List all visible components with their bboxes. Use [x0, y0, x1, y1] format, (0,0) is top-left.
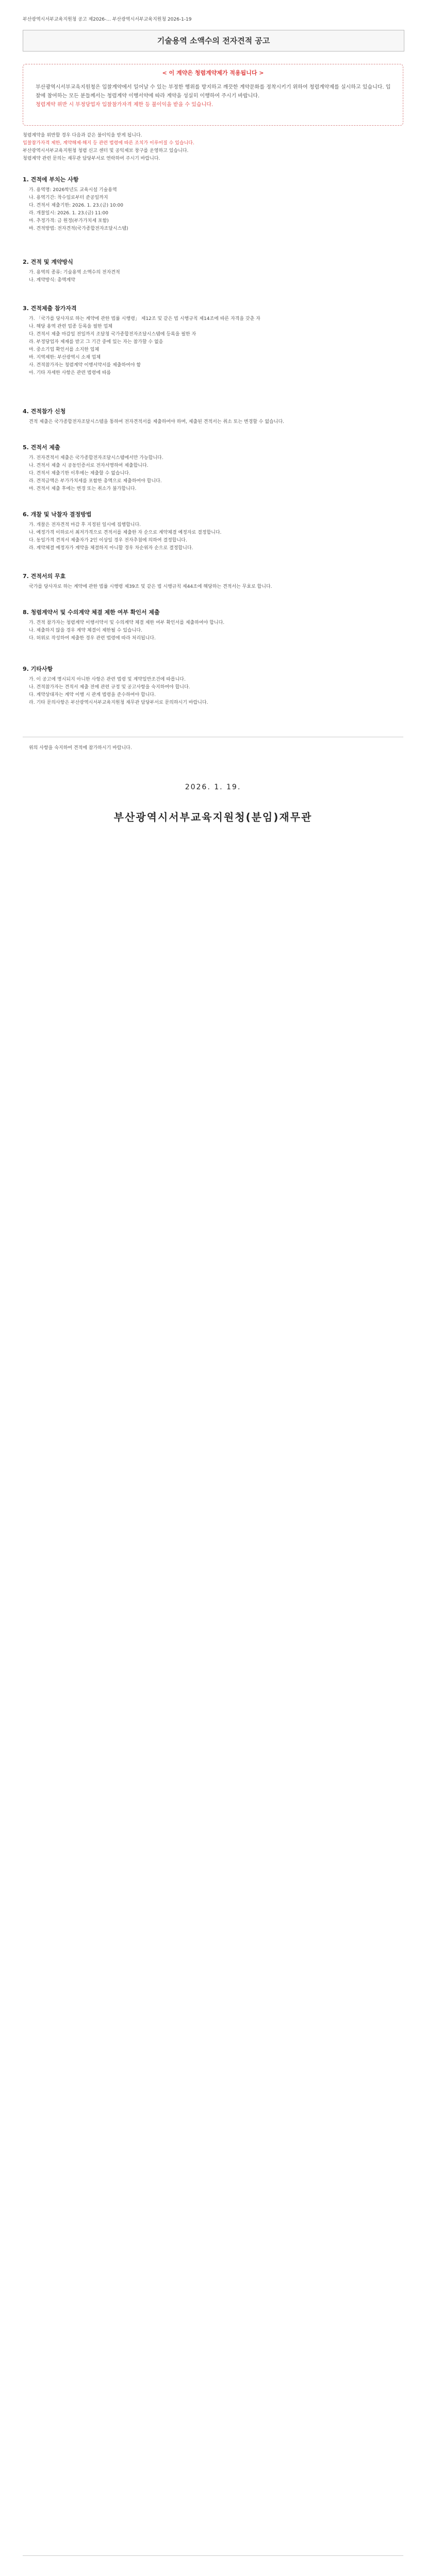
section-line: 라. 계약체결 예정자가 계약을 체결하지 아니할 경우 차순위자 순으로 결정합니다. — [29, 546, 193, 551]
section-line: 나. 용역기간: 착수일로부터 준공일까지 — [29, 195, 108, 200]
section-line: 다. 견적서 제출기한 이후에는 제출할 수 없습니다. — [29, 471, 130, 476]
section-title: 3. 견적제출 참가자격 — [23, 305, 77, 312]
section-3 — [23, 304, 403, 377]
section-title: 2. 견적 및 계약방식 — [23, 259, 73, 265]
bullet-item: 부산광역시서부교육지원청 청렴 신고 센터 및 공익제보 창구를 운영하고 있습니다. — [23, 148, 189, 154]
section-line: 가. 용역명: 2026학년도 교육시설 기술용역 — [29, 188, 117, 193]
document-title: 기술용역 소액수의 전자견적 공고 — [23, 30, 404, 52]
section-line: 나. 해당 용역 관련 업종 등록을 필한 업체 — [29, 324, 112, 329]
section-line: 다. 동일가격 견적서 제출자가 2인 이상일 경우 전자추첨에 의하여 결정합니다. — [29, 538, 187, 543]
section-line: 나. 제출하지 않을 경우 계약 체결이 제한될 수 있습니다. — [29, 628, 142, 633]
notice-bullets — [23, 132, 403, 163]
section-line: 국가를 당사자로 하는 계약에 관한 법률 시행령 제39조 및 같은 법 시행규칙 제44조에 해당하는 견적서는 무효로 합니다. — [29, 584, 272, 589]
section-title: 5. 견적서 제출 — [23, 444, 60, 451]
section-title: 8. 청렴계약서 및 수의계약 체결 제한 여부 확인서 제출 — [23, 609, 160, 616]
section-line: 가. 개찰은 전자견적 마감 후 지정된 일시에 집행합니다. — [29, 522, 141, 528]
footnote — [23, 744, 403, 752]
footnote-text: 위의 사항을 숙지하여 견적에 참가하시기 바랍니다. — [29, 745, 132, 751]
document-header: 부산광역시서부교육지원청 공고 제2026-... 부산광역시서부교육지원청 2026-1-19 — [23, 17, 192, 22]
section-line: 라. 견적금액은 부가가치세를 포함한 총액으로 제출하여야 합니다. — [29, 479, 162, 484]
section-line: 가. 견적 참가자는 청렴계약 이행서약서 및 수의계약 체결 제한 여부 확인서를 제출하여야 합니다. — [29, 620, 225, 625]
section-line: 라. 개찰일시: 2026. 1. 23.(금) 11:00 — [29, 211, 108, 216]
section-line: 아. 기타 자세한 사항은 관련 법령에 따름 — [29, 370, 111, 376]
section-line: 나. 예정가격 이하로서 최저가격으로 견적서를 제출한 자 순으로 계약체결 예정자로 결정합니다. — [29, 530, 222, 535]
section-line: 나. 견적서 제출 시 공동인증서로 전자서명하여 제출합니다. — [29, 463, 149, 468]
notice-body — [36, 83, 391, 109]
section-line: 라. 부정당업자 제재를 받고 그 기간 중에 있는 자는 참가할 수 없음 — [29, 340, 163, 345]
section-4 — [23, 407, 403, 426]
section-title: 9. 기타사항 — [23, 666, 53, 672]
section-line: 나. 계약방식: 총액계약 — [29, 278, 75, 283]
bullet-item: 청렴계약을 위반할 경우 다음과 같은 불이익을 받게 됩니다. — [23, 133, 142, 138]
section-8 — [23, 608, 403, 642]
section-9 — [23, 665, 403, 707]
pledge-page — [0, 2571, 426, 2576]
notice-text: 부산광역시서부교육지원청은 입찰계약에서 일어날 수 있는 부정한 행위를 방지하고 깨끗한 계약문화를 정착시키기 위하여 청렴계약제를 실시하고 있습니다. 입찰에 참여하는 모든 분들께서는 청렴계약 이행서약에 따라 계약을 성실히 이행하여 주시기 바랍니다. — [36, 84, 391, 99]
integrity-notice-box — [23, 64, 403, 126]
bullet-item: 청렴계약 관련 문의는 재무관 담당부서로 연락하여 주시기 바랍니다. — [23, 156, 160, 161]
notice-title: < 이 계약은 청렴계약제가 적용됩니다 > — [162, 70, 264, 76]
section-5 — [23, 443, 403, 493]
section-line: 가. 전자견적서 제출은 국가종합전자조달시스템에서만 가능합니다. — [29, 455, 163, 461]
section-line: 마. 견적서 제출 후에는 변경 또는 취소가 불가합니다. — [29, 486, 137, 492]
section-title: 7. 견적서의 무효 — [23, 573, 66, 580]
section-1 — [23, 175, 403, 233]
section-line: 마. 중소기업 확인서를 소지한 업체 — [29, 347, 100, 352]
section-7 — [23, 572, 403, 591]
announcement-date: 2026. 1. 19. — [185, 783, 241, 791]
section-title: 4. 견적참가 신청 — [23, 408, 66, 415]
section-line: 견적 제출은 국가종합전자조달시스템을 통하여 전자견적서를 제출하여야 하며, 제출된 견적서는 취소 또는 변경할 수 없습니다. — [29, 419, 285, 425]
section-6 — [23, 510, 403, 552]
section-line: 바. 견적방법: 전자견적(국가종합전자조달시스템) — [29, 226, 128, 231]
section-line: 라. 기타 문의사항은 부산광역시서부교육지원청 재무관 담당부서로 문의하시기 바랍니다. — [29, 700, 208, 705]
issuing-organization: 부산광역시서부교육지원청(분임)재무관 — [113, 811, 313, 823]
section-line: 가. 「국가를 당사자로 하는 계약에 관한 법률 시행령」 제12조 및 같은 법 시행규칙 제14조에 따른 자격을 갖춘 자 — [29, 316, 260, 321]
section-line: 바. 지역제한: 부산광역시 소재 업체 — [29, 355, 101, 360]
bullet-item: 입찰참가자격 제한, 계약해제·해지 등 관련 법령에 따른 조치가 이루어질 수 있습니다. — [23, 141, 194, 146]
section-line: 다. 허위로 작성하여 제출한 경우 관련 법령에 따라 처리됩니다. — [29, 636, 156, 641]
page-divider — [23, 2555, 403, 2556]
section-title: 1. 견적에 부치는 사항 — [23, 176, 79, 183]
section-line: 마. 추정가격: 금 원정(부가가치세 포함) — [29, 218, 109, 224]
section-line: 사. 견적참가자는 청렴계약 이행서약서를 제출하여야 함 — [29, 363, 141, 368]
section-line: 다. 견적서 제출기한: 2026. 1. 23.(금) 10:00 — [29, 203, 123, 208]
section-line: 가. 이 공고에 명시되지 아니한 사항은 관련 법령 및 계약일반조건에 따릅니다. — [29, 677, 186, 682]
notice-highlight: 청렴계약 위반 시 부정당업자 입찰참가자격 제한 등 불이익을 받을 수 있습니다. — [36, 102, 214, 108]
section-line: 다. 견적서 제출 마감일 전일까지 조달청 국가종합전자조달시스템에 등록을 필한 자 — [29, 332, 196, 337]
section-line: 나. 견적참가자는 견적서 제출 전에 관련 규정 및 공고사항을 숙지하여야 합니다. — [29, 685, 190, 690]
section-line: 다. 계약상대자는 계약 이행 시 관계 법령을 준수하여야 합니다. — [29, 692, 156, 698]
section-line: 가. 용역의 종류: 기술용역 소액수의 전자견적 — [29, 270, 120, 275]
section-title: 6. 개찰 및 낙찰자 결정방법 — [23, 511, 92, 518]
section-2 — [23, 258, 403, 284]
